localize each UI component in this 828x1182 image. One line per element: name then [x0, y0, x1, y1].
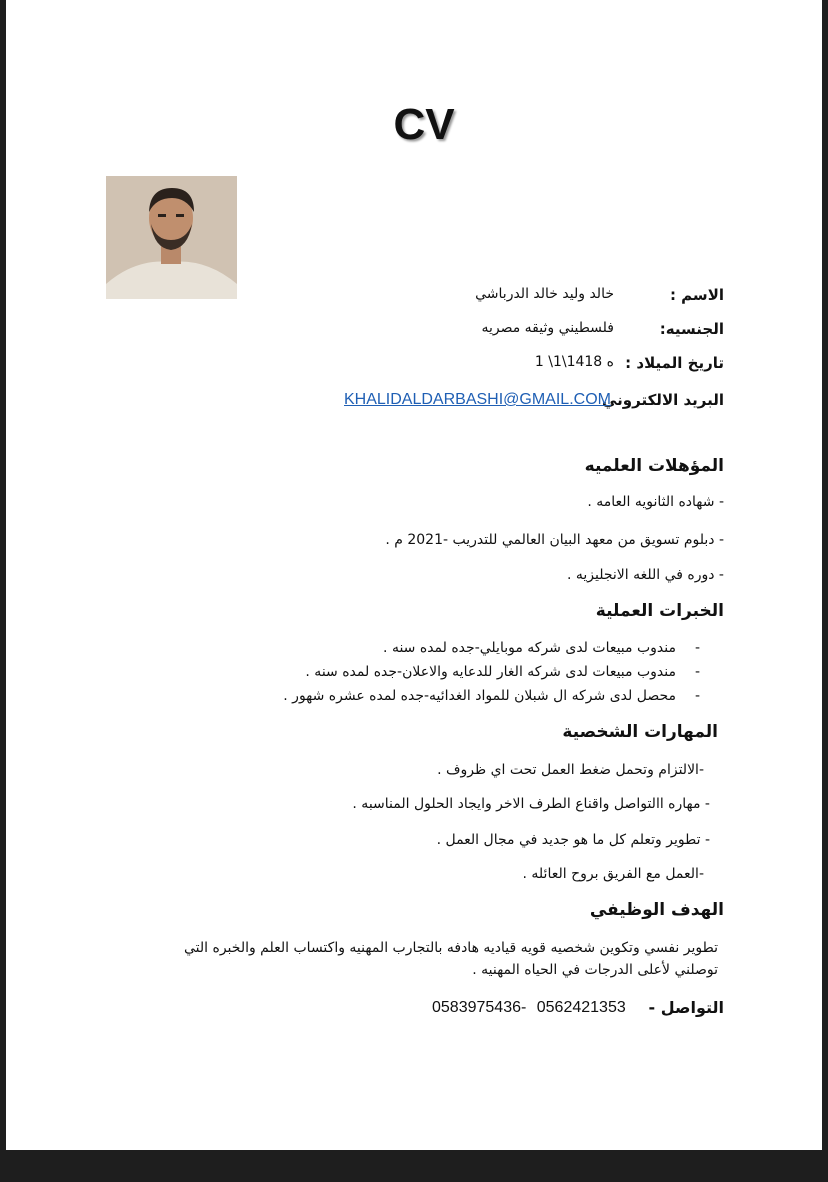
nationality-label: الجنسيه: [659, 320, 724, 338]
bottom-bar [0, 1150, 828, 1182]
objective-heading: الهدف الوظيفي [589, 900, 724, 920]
name-value: خالد وليد خالد الدرباشي [475, 286, 614, 302]
qualification-item: - دوره في اللغه الانجليزيه . [566, 567, 724, 583]
birthdate-value: 1 \1\1418 ه [534, 354, 614, 370]
nationality-value: فلسطيني وثيقه مصريه [481, 320, 614, 336]
qualification-item: - شهاده الثانويه العامه . [587, 494, 724, 510]
skill-item: - تطوير وتعلم كل ما هو جديد في مجال العمل . [436, 832, 710, 848]
skill-item: -الالتزام وتحمل ضغط العمل تحت اي ظروف . [437, 762, 704, 778]
experience-bullet: - [694, 688, 700, 704]
contact-label: التواصل - [648, 998, 724, 1017]
email-label: البريد الالكتروني [602, 391, 724, 409]
qualification-item: - دبلوم تسويق من معهد البيان العالمي للتدريب -2021 م . [385, 532, 724, 548]
name-label: الاسم : [669, 286, 724, 304]
skill-item: - مهاره االتواصل واقناع الطرف الاخر وايجاد الحلول المناسبه . [352, 796, 710, 812]
experience-item: محصل لدى شركه ال شبلان للمواد الغدائيه-جده لمده عشره شهور . [283, 688, 676, 704]
qualifications-heading: المؤهلات العلميه [584, 456, 724, 476]
skill-item: -العمل مع الفريق بروح العائله . [522, 866, 704, 882]
cv-page [6, 0, 822, 1150]
experience-item: مندوب مبيعات لدى شركه الغار للدعايه والاعلان-جده لمده سنه . [305, 664, 676, 680]
experience-heading: الخبرات العملية [595, 601, 724, 621]
contact-phones: 0583975436- 0562421353 [432, 999, 626, 1016]
experience-item: مندوب مبيعات لدى شركه موبايلي-جده لمده سنه . [383, 640, 676, 656]
objective-text: تطوير نفسي وتكوين شخصيه قويه قياديه هادفه بالتجارب المهنيه واكتساب العلم والخبره التي توصلني لأعلى الدرجات في الحياه المهنيه . [184, 940, 718, 978]
email-link[interactable]: KHALIDALDARBASHI@GMAIL.COM [344, 391, 611, 408]
page-title: CV [393, 100, 455, 149]
skills-heading: المهارات الشخصية [562, 722, 718, 742]
experience-bullet: - [694, 640, 700, 656]
profile-photo [106, 176, 237, 299]
experience-bullet: - [694, 664, 700, 680]
birthdate-label: تاريخ الميلاد : [625, 354, 724, 372]
